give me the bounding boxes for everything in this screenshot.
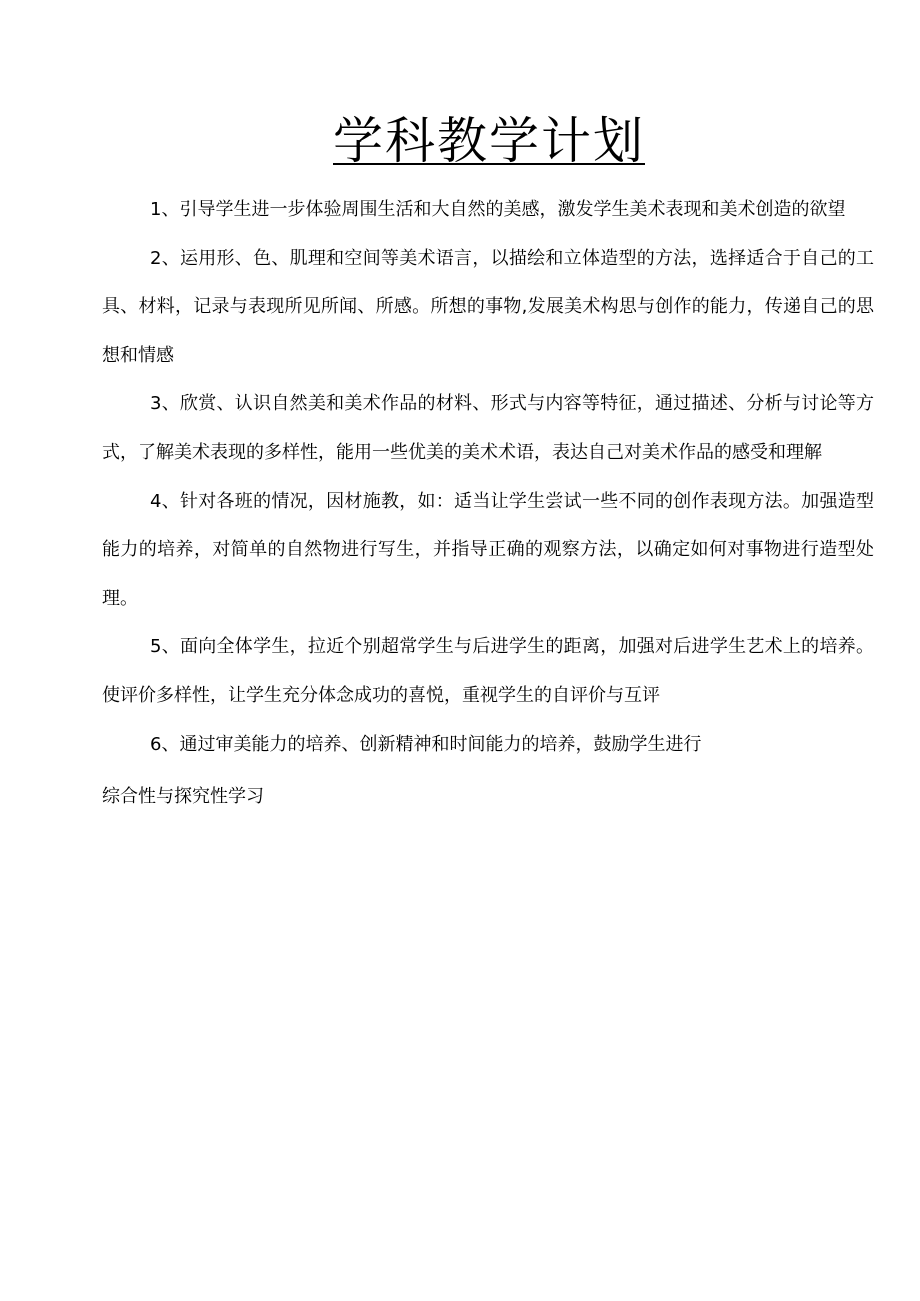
plan-item-5: 5、面向全体学生，拉近个别超常学生与后进学生的距离，加强对后进学生艺术上的培养。使评价多样性，让学生充分体念成功的喜悦，重视学生的自评价与互评 (102, 636, 874, 706)
page-title: 学科教学计划 (333, 112, 645, 170)
plan-item-3: 3、欣赏、认识自然美和美术作品的材料、形式与内容等特征，通过描述、分析与讨论等方式，了解美术表现的多样性，能用一些优美的美术术语，表达自己对美术作品的感受和理解 (102, 393, 874, 463)
plan-item-4: 4、针对各班的情况，因材施教，如：适当让学生尝试一些不同的创作表现方法。加强造型能力的培养，对简单的自然物进行写生，并指导正确的观察方法，以确定如何对事物进行造型处理。 (102, 490, 874, 609)
plan-body (102, 186, 874, 822)
plan-item-6-continuation: 综合性与探究性学习 (102, 786, 264, 808)
plan-item-2: 2、运用形、色、肌理和空间等美术语言，以描绘和立体造型的方法，选择适合于自己的工具、材料，记录与表现所见所闻、所感。所想的事物,发展美术构思与创作的能力，传递自己的思想和情感 (102, 247, 874, 366)
plan-item-6: 6、通过审美能力的培养、创新精神和时间能力的培养，鼓励学生进行 (150, 733, 702, 755)
plan-item-1: 1、引导学生进一步体验周围生活和大自然的美感，激发学生美术表现和美术创造的欲望 (150, 199, 846, 220)
